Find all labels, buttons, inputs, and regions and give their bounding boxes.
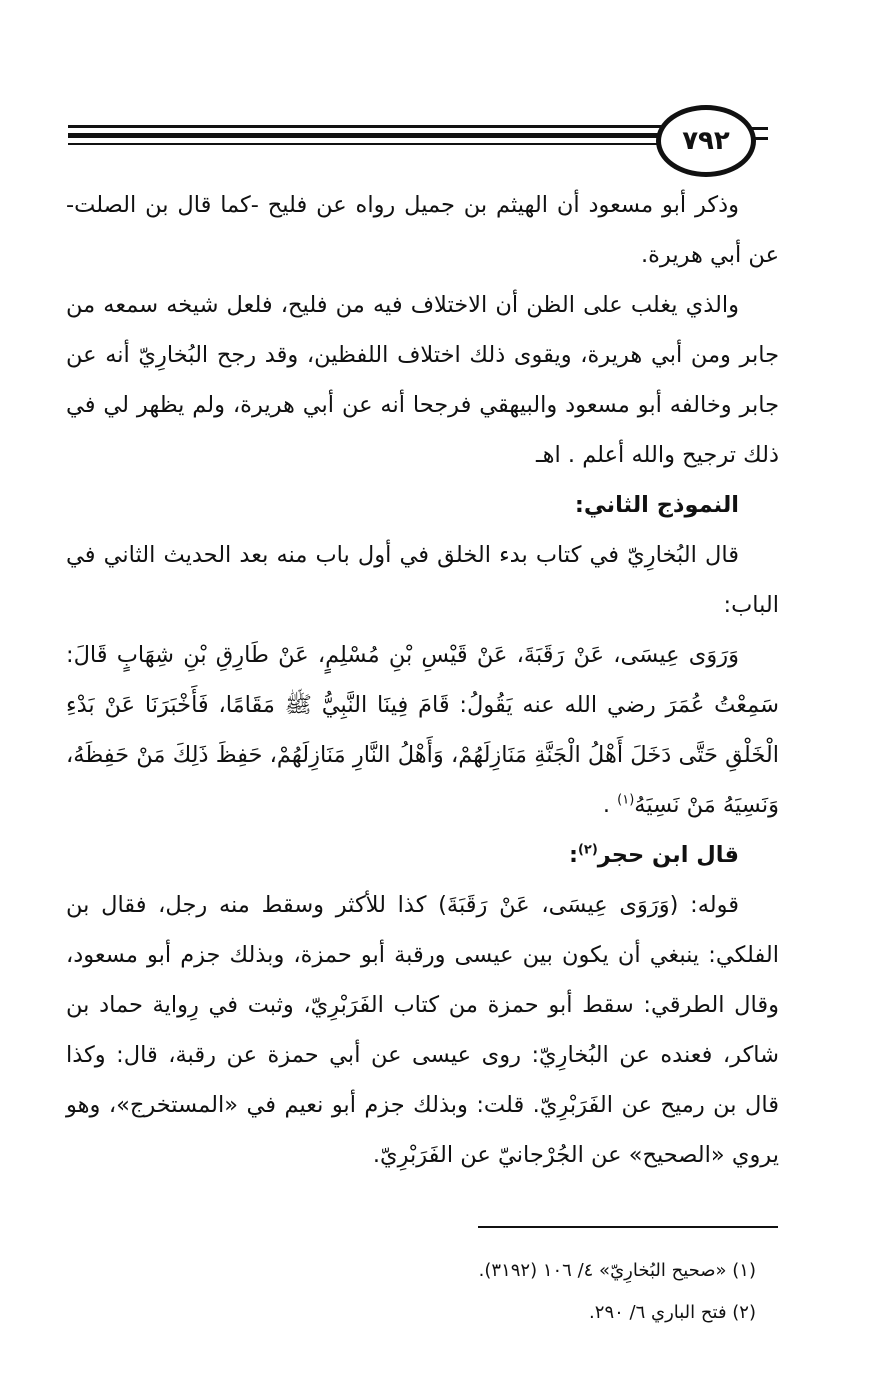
paragraph: قال البُخارِيّ في كتاب بدء الخلق في أول باب منه بعد الحديث الثاني في الباب: <box>66 542 779 618</box>
heading-text: قال ابن حجر <box>597 842 739 868</box>
section-heading: النموذج الثاني: <box>574 492 739 518</box>
paragraph: قوله: (وَرَوَى عِيسَى، عَنْ رَقَبَةَ) كذا للأكثر وسقط منه رجل، فقال بن الفلكي: ينبغي أن يكون بين عيسى ورقبة أبو حمزة، وبذلك جزم أبو مسعود، وقال الطرقي: سقط أبو حمزة من كتاب الفَرَبْرِيّ، وثبت في رِواية حماد بن شاكر، فعنده عن البُخارِيّ: روى عيسى عن أبي حمزة عن رقبة، قال: وكذا قال بن رميح عن الفَرَبْرِيّ. قلت: وبذلك جزم أبو نعيم في «المستخرج»، وهو يروي «الصحيح» عن الجُرْجانيّ عن الفَرَبْرِيّ. <box>66 892 779 1168</box>
section-heading <box>66 830 779 880</box>
footnote-ref: (٢) <box>577 842 598 858</box>
footnotes <box>66 1250 756 1334</box>
paragraph: وذكر أبو مسعود أن الهيثم بن جميل رواه عن فليح -كما قال بن الصلت- عن أبي هريرة. <box>66 192 779 268</box>
footnote-separator <box>478 1226 778 1228</box>
hadith-end: . <box>602 792 618 818</box>
header-rule <box>68 125 668 128</box>
paragraph: والذي يغلب على الظن أن الاختلاف فيه من فليح، فلعل شيخه سمعه من جابر ومن أبي هريرة، ويقوى ذلك اختلاف اللفظين، وقد رجح البُخارِيّ أنه عن جابر وخالفه أبو مسعود والبيهقي فرجحا أنه عن أبي هريرة، ولم يظهر لي في ذلك ترجيح والله أعلم . اهـ <box>66 292 779 468</box>
footnote: (٢) فتح الباري ٦/ ٢٩٠. <box>589 1302 756 1323</box>
hadith-text <box>66 630 779 830</box>
page-header <box>68 105 768 175</box>
header-rule <box>68 143 668 145</box>
page-body <box>66 180 779 1180</box>
heading-colon: : <box>568 842 578 868</box>
hadith-body: وَرَوَى عِيسَى، عَنْ رَقَبَةَ، عَنْ قَيْسِ بْنِ مُسْلِمٍ، عَنْ طَارِقِ بْنِ شِهَابٍ قَالَ: سَمِعْتُ عُمَرَ رضي الله عنه يَقُولُ: قَامَ فِينَا النَّبِيُّ ﷺ مَقَامًا، فَأَخْبَرَنَا عَنْ بَدْءِ الْخَلْقِ حَتَّى دَخَلَ أَهْلُ الْجَنَّةِ مَنَازِلَهُمْ، وَأَهْلُ النَّارِ مَنَازِلَهُمْ، حَفِظَ ذَلِكَ مَنْ حَفِظَهُ، وَنَسِيَهُ مَنْ نَسِيَهُ <box>66 642 779 818</box>
footnote-ref: (١) <box>617 792 635 808</box>
footnote: (١) «صحيح البُخارِيّ» ٤/ ١٠٦ (٣١٩٢). <box>478 1260 756 1281</box>
header-rule <box>68 133 668 138</box>
page-number: ٧٩٢ <box>656 105 756 177</box>
